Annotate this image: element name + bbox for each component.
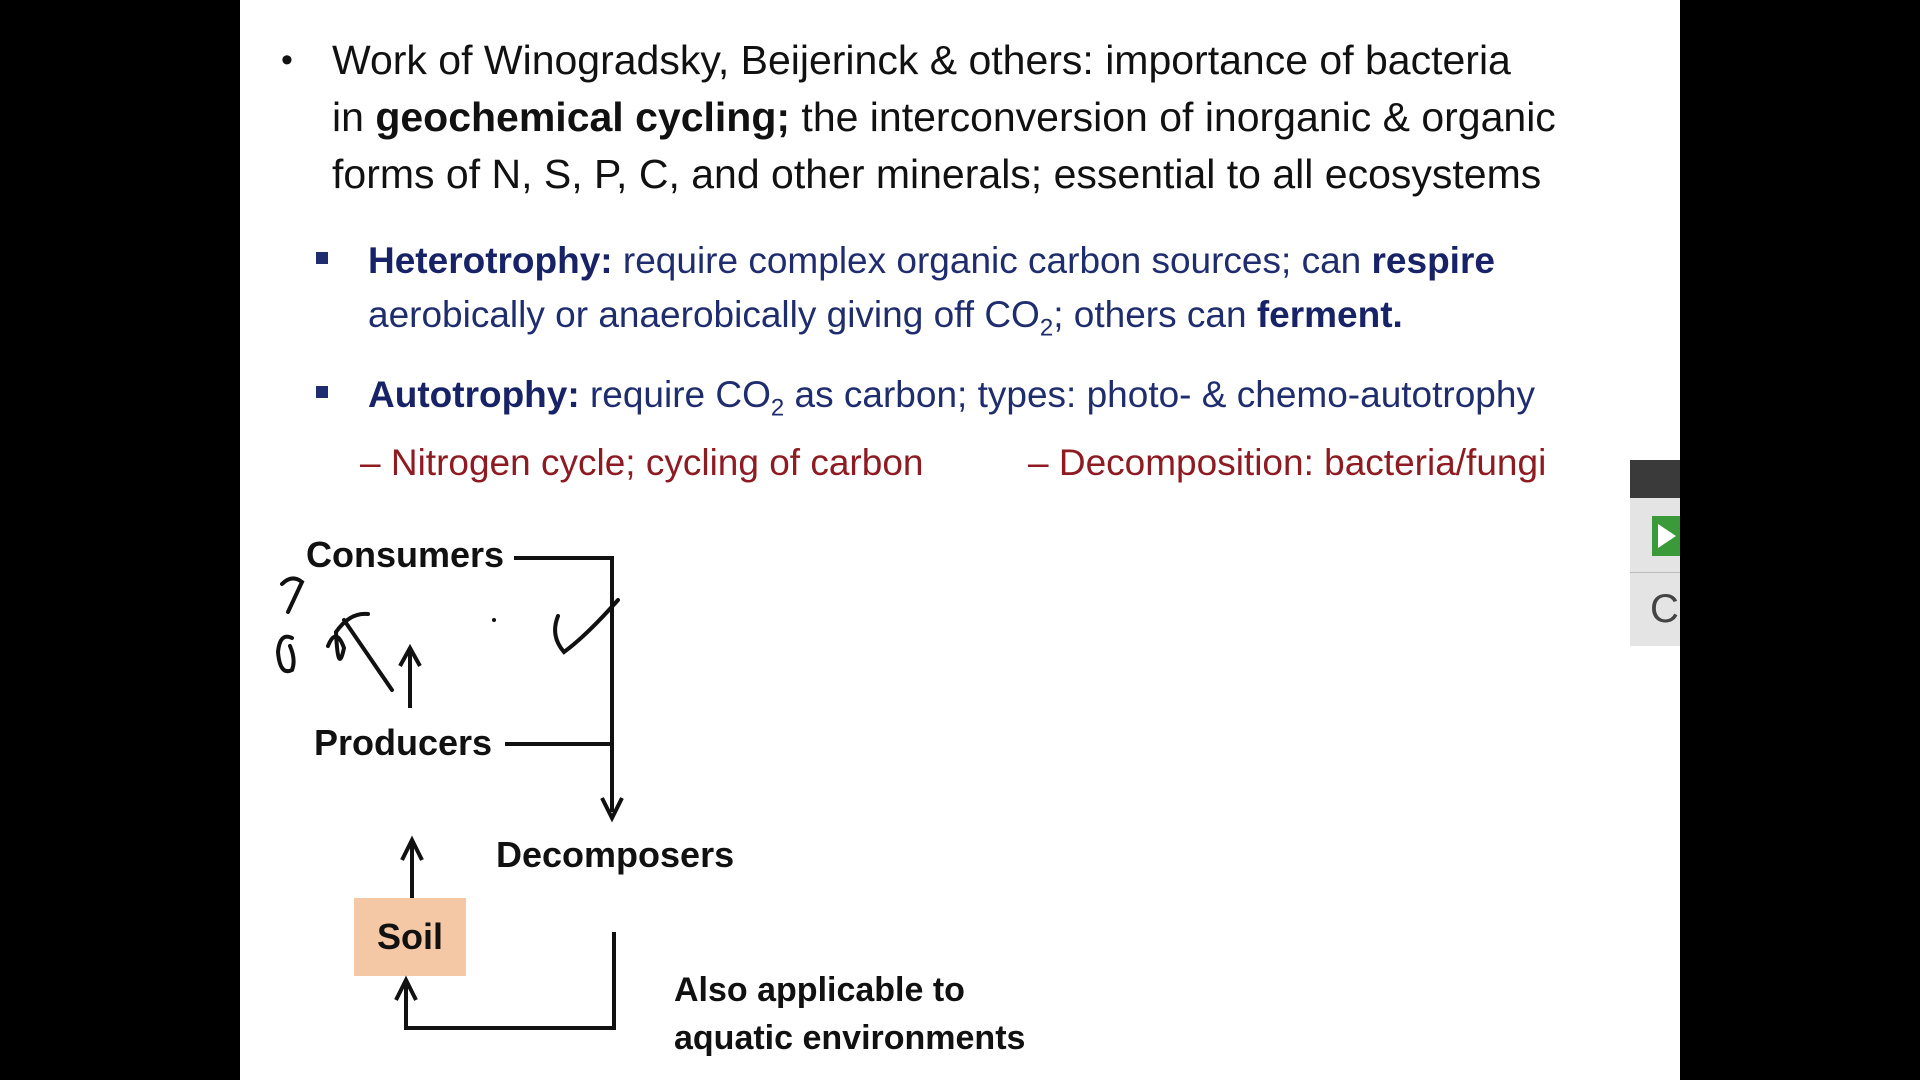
- aquatic-note-line2: aquatic environments: [674, 1019, 1026, 1057]
- aquatic-note-line1: Also applicable to: [674, 971, 965, 1009]
- diagram-arrows: [240, 0, 1680, 1080]
- heterotrophy-term: Heterotrophy:: [368, 240, 613, 281]
- autotrophy-term: Autotrophy:: [368, 374, 580, 415]
- line2-post: the interconversion of inorganic & organic: [790, 94, 1556, 140]
- soil-box: Soil: [354, 898, 466, 976]
- producers-label: Producers: [314, 722, 493, 763]
- consumers-to-decomposers-line: [514, 558, 612, 812]
- respire-term: respire: [1371, 240, 1495, 281]
- ferment-term: ferment.: [1256, 294, 1403, 335]
- heterotrophy-text2: aerobically or anaerobically giving off CO: [368, 294, 1040, 335]
- co2-subscript: 2: [1039, 314, 1054, 342]
- player-widget: [1630, 460, 1680, 646]
- geochemical-cycling-term: geochemical cycling;: [375, 94, 791, 140]
- line2-pre: in: [332, 94, 376, 140]
- main-bullet-line1: Work of Winogradsky, Beijerinck & others: importance of bacteria: [332, 37, 1511, 83]
- autotrophy-text1: require CO: [579, 374, 771, 415]
- player-titlebar: [1630, 460, 1680, 498]
- main-bullet-line3: forms of N, S, P, C, and other minerals; essential to all ecosystems: [332, 151, 1542, 197]
- second-button[interactable]: C: [1630, 573, 1680, 646]
- co2-subscript: 2: [770, 394, 785, 422]
- heterotrophy-text1: require complex organic carbon sources; can: [612, 240, 1372, 281]
- decomposition-item: – Decomposition: bacteria/fungi: [1028, 442, 1547, 483]
- heterotrophy-text3: ; others can: [1053, 294, 1257, 335]
- decomposers-label: Decomposers: [496, 834, 735, 875]
- handwritten-annotation: [278, 578, 618, 690]
- play-icon: [1652, 516, 1680, 556]
- decomposers-to-soil-line: [406, 932, 614, 1028]
- slide: [240, 0, 1680, 1080]
- autotrophy-text2: as carbon; types: photo- & chemo-autotrophy: [784, 374, 1535, 415]
- nitrogen-cycle-item: – Nitrogen cycle; cycling of carbon: [360, 442, 924, 483]
- play-button[interactable]: [1630, 498, 1680, 573]
- bullet-dot: •: [281, 41, 293, 79]
- consumers-label: Consumers: [306, 534, 505, 575]
